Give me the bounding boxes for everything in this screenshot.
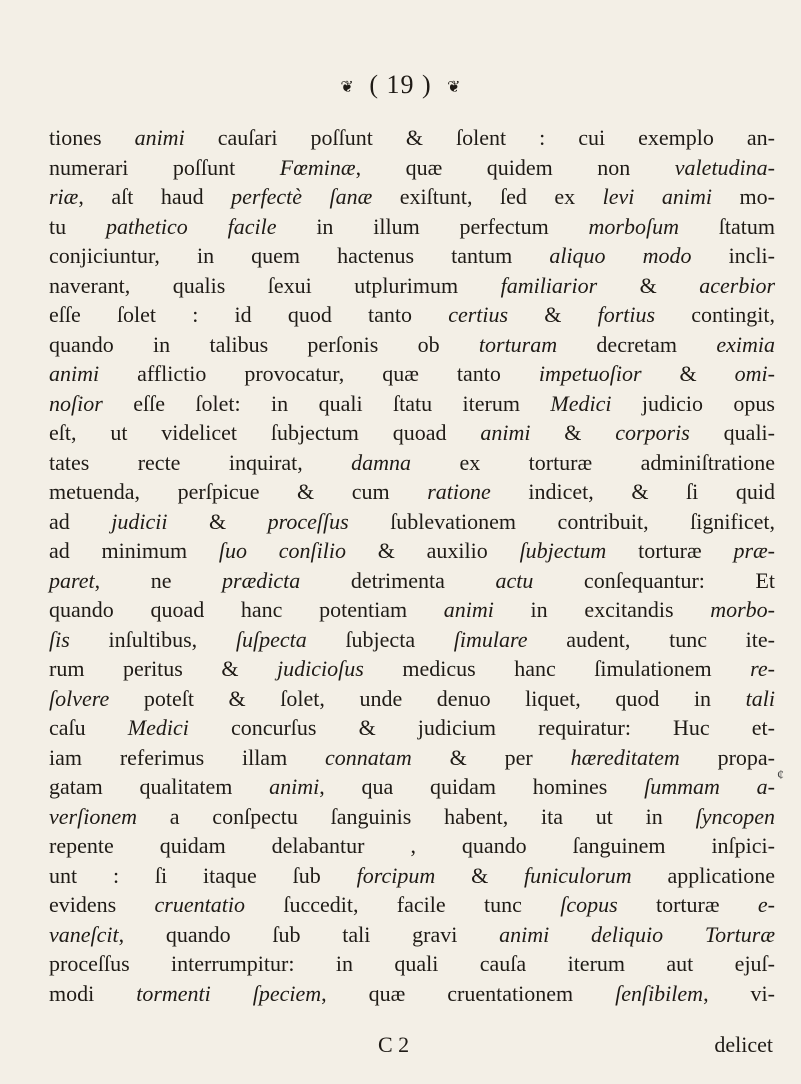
italic-phrase: judicioſus bbox=[277, 656, 364, 681]
text-line bbox=[49, 153, 775, 183]
text-line bbox=[49, 566, 775, 596]
italic-phrase: ſimulare bbox=[453, 626, 528, 652]
text-run: quando in talibus perſonis ob bbox=[49, 331, 479, 357]
italic-phrase: eximia bbox=[716, 331, 775, 357]
italic-phrase: Medici bbox=[550, 390, 612, 416]
text-run: & bbox=[530, 420, 616, 445]
italic-phrase: ſuo conſilio bbox=[218, 538, 346, 563]
text-line bbox=[49, 979, 775, 1009]
text-run: audent, tunc ite- bbox=[527, 626, 776, 652]
text-run: mo- bbox=[712, 184, 775, 209]
text-line bbox=[49, 182, 775, 212]
italic-phrase: Medici bbox=[127, 715, 189, 740]
italic-phrase: omi- bbox=[734, 361, 775, 386]
text-run: ſubjecta bbox=[306, 626, 454, 652]
italic-phrase: ſolvere bbox=[49, 685, 110, 711]
text-run: indicet, & ſi quid bbox=[490, 479, 775, 504]
italic-phrase: corporis bbox=[615, 420, 690, 445]
italic-phrase: ſis bbox=[49, 626, 70, 652]
italic-phrase: ratione bbox=[427, 479, 491, 504]
text-line bbox=[49, 300, 775, 330]
text-line bbox=[49, 654, 775, 684]
text-line bbox=[49, 123, 775, 153]
text-run: tiones bbox=[49, 125, 135, 150]
text-run: rum peritus & bbox=[49, 656, 278, 681]
italic-phrase: impetuoſior bbox=[538, 361, 642, 386]
text-run: cauſari poſſunt & ſolent : cui exemplo an- bbox=[184, 125, 775, 150]
italic-phrase: funiculorum bbox=[524, 862, 632, 888]
italic-phrase: pathetico facile bbox=[105, 213, 277, 239]
italic-phrase: familiarior bbox=[500, 272, 598, 298]
italic-phrase: ſyncopen bbox=[695, 803, 775, 829]
italic-phrase: Fœminæ bbox=[279, 154, 356, 180]
text-line bbox=[49, 802, 775, 832]
text-line bbox=[49, 536, 775, 566]
italic-phrase: ſummam a- bbox=[644, 774, 775, 799]
italic-phrase: ſubjectum bbox=[519, 538, 607, 563]
text-run: & bbox=[597, 272, 700, 298]
text-line bbox=[49, 595, 775, 625]
text-line bbox=[49, 507, 775, 537]
italic-phrase: ſenſibilem bbox=[615, 980, 704, 1006]
text-line bbox=[49, 920, 775, 950]
text-line bbox=[49, 861, 775, 891]
italic-phrase: morbo- bbox=[710, 597, 775, 622]
italic-phrase: proceſſus bbox=[267, 508, 349, 534]
italic-phrase: aliquo modo bbox=[549, 243, 692, 268]
text-run: eſt, ut videlicet ſubjectum quoad bbox=[49, 420, 481, 445]
italic-phrase: torturam bbox=[478, 331, 558, 357]
italic-phrase: animi bbox=[443, 597, 494, 622]
italic-phrase: valetudina- bbox=[674, 154, 775, 180]
italic-phrase: riæ bbox=[49, 184, 79, 209]
text-run: & per bbox=[411, 744, 571, 770]
italic-phrase: animi bbox=[480, 420, 531, 445]
text-run: & bbox=[435, 862, 525, 888]
text-run: , quæ quidem non bbox=[355, 154, 675, 180]
text-run: in excitandis bbox=[493, 597, 711, 622]
text-run: , quæ cruentationem bbox=[321, 980, 616, 1006]
italic-phrase: levi animi bbox=[602, 184, 713, 209]
text-line bbox=[49, 625, 775, 655]
italic-phrase: animi deliquio Torturæ bbox=[499, 921, 776, 947]
text-line bbox=[49, 271, 775, 301]
text-run: tu bbox=[49, 213, 106, 239]
text-run: detrimenta bbox=[300, 567, 496, 593]
text-line bbox=[49, 684, 775, 714]
text-run: numerari poſſunt bbox=[49, 154, 280, 180]
italic-phrase: judicii bbox=[111, 508, 168, 534]
margin-mark: ¢ bbox=[777, 768, 784, 783]
text-run: evidens bbox=[49, 892, 155, 917]
signature-mark: C 2 bbox=[378, 1032, 410, 1057]
italic-phrase: ſcopus bbox=[560, 892, 618, 917]
text-line bbox=[49, 448, 775, 478]
text-run: , aſt haud bbox=[78, 184, 232, 209]
text-run: afflictio provocatur, quæ tanto bbox=[99, 361, 539, 386]
italic-phrase: actu bbox=[495, 567, 534, 593]
text-run: , qua quidam homines bbox=[319, 774, 645, 799]
italic-phrase: vaneſcit bbox=[49, 921, 119, 947]
text-run: quali- bbox=[689, 420, 775, 445]
text-run: ad minimum bbox=[49, 538, 219, 563]
italic-phrase: damna bbox=[351, 449, 412, 475]
italic-phrase: fortius bbox=[597, 302, 656, 327]
text-line bbox=[49, 713, 775, 743]
page-number: ( 19 ) bbox=[369, 70, 432, 99]
italic-phrase: morboſum bbox=[588, 213, 679, 239]
italic-phrase: tormenti ſpeciem bbox=[136, 980, 322, 1006]
text-run: propa- bbox=[679, 744, 776, 770]
text-run: & bbox=[641, 361, 735, 386]
italic-phrase: re- bbox=[750, 656, 775, 681]
italic-phrase: connatam bbox=[325, 744, 412, 770]
text-run: torturæ bbox=[606, 538, 734, 563]
text-run: naverant, qualis ſexui utplurimum bbox=[49, 272, 501, 298]
italic-phrase: perfectè ſanæ bbox=[231, 184, 373, 209]
text-run: & bbox=[508, 302, 598, 327]
text-run: eſſe ſolet: in quali ſtatu iterum bbox=[102, 390, 551, 416]
text-run: torturæ bbox=[617, 892, 758, 917]
text-run: , quando ſub tali gravi bbox=[118, 921, 500, 947]
text-run: & bbox=[167, 508, 268, 534]
text-run: ex torturæ adminiſtratione bbox=[411, 449, 775, 475]
text-run: ad bbox=[49, 508, 112, 534]
text-line bbox=[49, 831, 775, 861]
italic-phrase: tali bbox=[745, 685, 775, 711]
text-run: metuenda, perſpicue & cum bbox=[49, 479, 428, 504]
text-line bbox=[49, 949, 775, 979]
text-run: , vi- bbox=[703, 980, 775, 1006]
text-run: modi bbox=[49, 980, 137, 1006]
text-run: ſublevationem contribuit, ſignificet, bbox=[348, 508, 776, 534]
text-line bbox=[49, 359, 775, 389]
body-text bbox=[49, 123, 775, 1008]
text-line bbox=[49, 477, 775, 507]
italic-phrase: animi bbox=[134, 125, 185, 150]
text-run: incli- bbox=[691, 243, 775, 268]
text-run: conjiciuntur, in quem hactenus tantum bbox=[49, 243, 550, 268]
text-line bbox=[49, 772, 775, 802]
text-run: applicatione bbox=[631, 862, 775, 888]
italic-phrase: animi bbox=[269, 774, 320, 799]
text-run: ſtatum bbox=[678, 213, 776, 239]
italic-phrase: ſuſpecta bbox=[235, 626, 307, 652]
text-run: inſultibus, bbox=[69, 626, 236, 652]
text-line bbox=[49, 330, 775, 360]
italic-phrase: acerbior bbox=[699, 272, 775, 298]
italic-phrase: e- bbox=[757, 892, 775, 917]
running-header bbox=[0, 70, 801, 100]
text-run: gatam qualitatem bbox=[49, 774, 270, 799]
text-run: exiſtunt, ſed ex bbox=[372, 184, 603, 209]
text-run: contingit, bbox=[655, 302, 775, 327]
italic-phrase: paret bbox=[49, 567, 95, 593]
text-line bbox=[49, 241, 775, 271]
text-run: ſuccedit, facile tunc bbox=[244, 892, 561, 917]
text-run: poteſt & ſolet, unde denuo liquet, quod in bbox=[109, 685, 746, 711]
italic-phrase: prædicta bbox=[222, 567, 301, 593]
italic-phrase: forcipum bbox=[356, 862, 436, 888]
text-run: tates recte inquirat, bbox=[49, 449, 352, 475]
text-run: concurſus & judicium requiratur: Huc et- bbox=[188, 715, 775, 740]
text-run: decretam bbox=[557, 331, 717, 357]
italic-phrase: hæreditatem bbox=[570, 744, 680, 770]
ornament-left-icon: ❦ bbox=[340, 79, 354, 97]
text-line bbox=[49, 418, 775, 448]
italic-phrase: noſior bbox=[49, 390, 103, 416]
text-run: in illum perfectum bbox=[276, 213, 589, 239]
italic-phrase: præ- bbox=[733, 538, 775, 563]
text-run: medicus hanc ſimulationem bbox=[363, 656, 751, 681]
text-run: conſequantur: Et bbox=[533, 567, 775, 593]
text-run: quando quoad hanc potentiam bbox=[49, 597, 444, 622]
text-run: proceſſus interrumpitur: in quali cauſa iterum aut ejuſ- bbox=[49, 951, 775, 976]
text-run: iam referimus illam bbox=[49, 744, 326, 770]
text-run: , ne bbox=[94, 567, 223, 593]
text-run: & auxilio bbox=[346, 538, 520, 563]
italic-phrase: cruentatio bbox=[154, 892, 245, 917]
text-run: repente quidam delabantur , quando ſanguinem inſpici- bbox=[49, 833, 775, 858]
text-run: judicio opus bbox=[611, 390, 775, 416]
italic-phrase: animi bbox=[49, 361, 100, 386]
ornament-right-icon: ❦ bbox=[447, 79, 461, 97]
text-run: a conſpectu ſanguinis habent, ita ut in bbox=[136, 803, 696, 829]
italic-phrase: certius bbox=[448, 302, 509, 327]
text-run: caſu bbox=[49, 715, 128, 740]
text-run: eſſe ſolet : id quod tanto bbox=[49, 302, 449, 327]
text-line bbox=[49, 743, 775, 773]
italic-phrase: verſionem bbox=[49, 803, 137, 829]
text-line bbox=[49, 212, 775, 242]
catchword: delicet bbox=[714, 1032, 773, 1057]
text-line bbox=[49, 890, 775, 920]
text-line bbox=[49, 389, 775, 419]
text-run: unt : ſi itaque ſub bbox=[49, 862, 357, 888]
